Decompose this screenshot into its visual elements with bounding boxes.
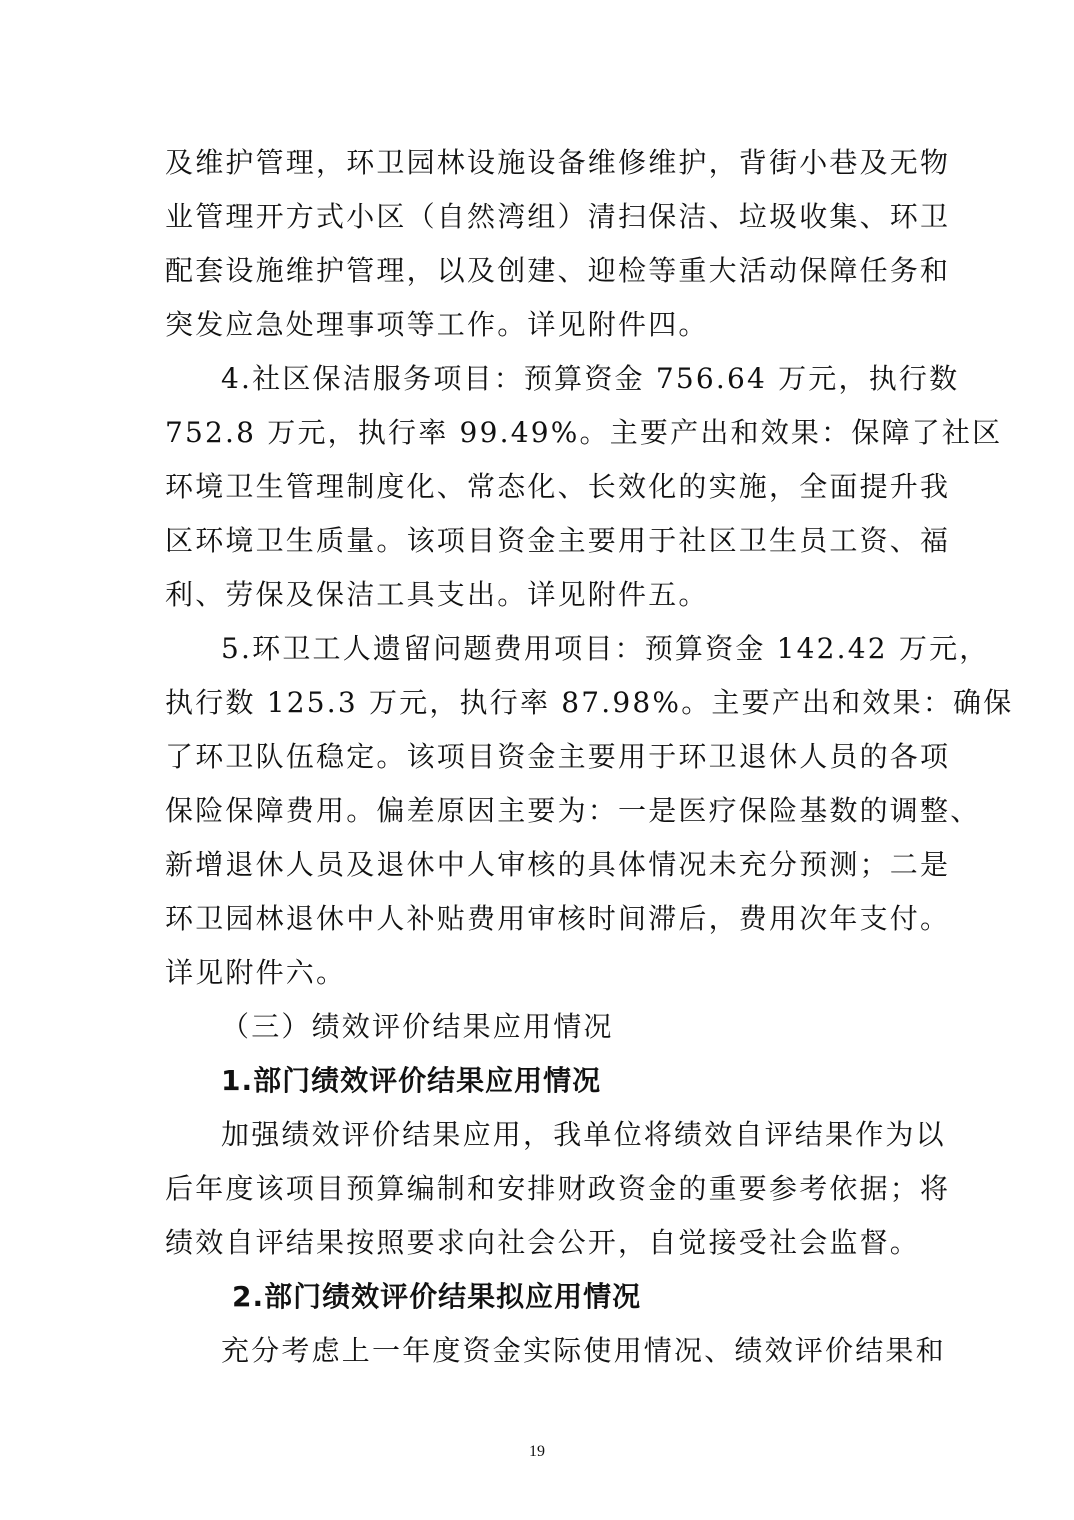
page-number: 19	[529, 1443, 545, 1460]
section-heading-3: （三）绩效评价结果应用情况	[221, 1010, 614, 1043]
body-line-21: 绩效自评结果按照要求向社会公开，自觉接受社会监督。	[165, 1226, 921, 1259]
subsection-heading-1: 1.部门绩效评价结果应用情况	[221, 1064, 602, 1097]
body-line-14: 新增退休人员及退休中人审核的具体情况未充分预测；二是	[165, 848, 951, 881]
subsection-heading-2: 2.部门绩效评价结果拟应用情况	[232, 1280, 642, 1313]
paragraph-first-line: 加强绩效评价结果应用，我单位将绩效自评结果作为以	[221, 1118, 946, 1151]
body-line-13: 保险保障费用。偏差原因主要为：一是医疗保险基数的调整、	[165, 794, 981, 827]
body-line-2: 业管理开方式小区（自然湾组）清扫保洁、垃圾收集、环卫	[165, 200, 951, 233]
body-line-4: 突发应急处理事项等工作。详见附件四。	[165, 308, 709, 341]
body-line-7: 环境卫生管理制度化、常态化、长效化的实施，全面提升我	[165, 470, 951, 503]
body-line-6: 752.8 万元，执行率 99.49%。主要产出和效果：保障了社区	[165, 416, 1003, 449]
body-line-15: 环卫园林退休中人补贴费用审核时间滞后，费用次年支付。	[165, 902, 951, 935]
body-line-11: 执行数 125.3 万元，执行率 87.98%。主要产出和效果：确保	[165, 686, 1014, 719]
body-line-12: 了环卫队伍稳定。该项目资金主要用于环卫退休人员的各项	[165, 740, 951, 773]
body-line-16: 详见附件六。	[165, 956, 347, 989]
body-line-3: 配套设施维护管理，以及创建、迎检等重大活动保障任务和	[165, 254, 951, 287]
item-4-first-line: 4.社区保洁服务项目：预算资金 756.64 万元，执行数	[221, 362, 960, 395]
body-line-8: 区环境卫生质量。该项目资金主要用于社区卫生员工资、福	[165, 524, 951, 557]
body-line-20: 后年度该项目预算编制和安排财政资金的重要参考依据；将	[165, 1172, 951, 1205]
item-5-first-line: 5.环卫工人遗留问题费用项目：预算资金 142.42 万元，	[221, 632, 990, 665]
body-line-9: 利、劳保及保洁工具支出。详见附件五。	[165, 578, 709, 611]
body-line-1: 及维护管理，环卫园林设施设备维修维护，背街小巷及无物	[165, 146, 951, 179]
paragraph-first-line-2: 充分考虑上一年度资金实际使用情况、绩效评价结果和	[221, 1334, 946, 1367]
